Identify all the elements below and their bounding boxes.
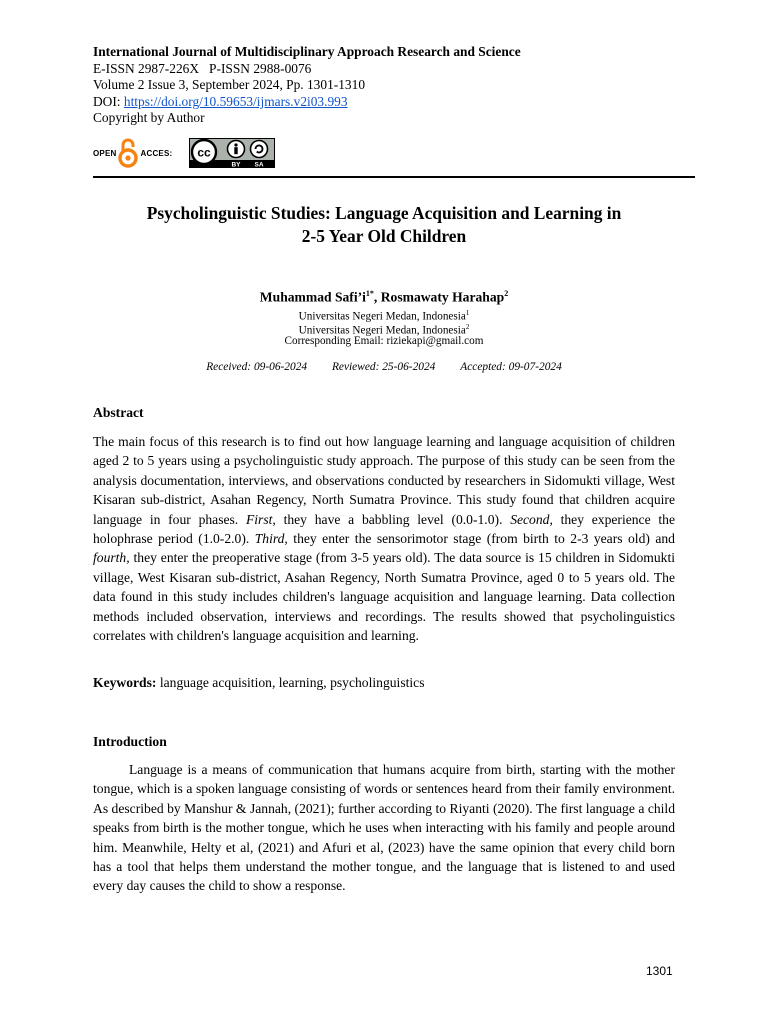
abstract-fourth: fourth,	[93, 550, 130, 566]
doi-line	[93, 94, 693, 111]
doi-label: DOI:	[93, 93, 124, 109]
abstract-part-3: they experience the holophrase period (1.0-2.0).	[93, 511, 675, 547]
abstract-text	[93, 432, 675, 645]
author-1-mark: 1*	[365, 289, 374, 298]
abstract-part-1: The main focus of this research is to find out how language learning and language acquisition of children aged 2 to 5 years using a psycholinguistic study approach. The purpose of this study can be seen from the analysis documentation, interviews, and observations conducted by researchers in Sidomukti village, West Kisaran sub-district, Asahan Regency, North Sumatra Province. This study found that children acquire language in four phases.	[93, 434, 675, 527]
title-line-1: Psycholinguistic Studies: Language Acquisition and Learning in	[146, 203, 622, 223]
volume-line: Volume 2 Issue 3, September 2024, Pp. 1301-1310	[93, 77, 366, 93]
page-number: 1301	[646, 964, 673, 978]
accepted-date: Accepted: 09-07-2024	[460, 361, 562, 373]
title-line-2: 2-5 Year Old Children	[301, 226, 467, 246]
affiliation-1-text: Universitas Negeri Medan, Indonesia	[298, 310, 466, 323]
open-access-badge[interactable]: OPEN ACCES :	[93, 137, 172, 169]
abstract-first: First,	[245, 511, 276, 527]
introduction-heading: Introduction	[93, 734, 167, 749]
abstract-second: Second,	[510, 511, 553, 527]
cc-by-sa-badge[interactable]	[189, 138, 275, 168]
cc-sa-label: SA	[254, 161, 264, 168]
author-1: Muhammad Safi’i	[259, 289, 366, 305]
open-access-label-right: ACCES	[140, 148, 170, 158]
license-badges	[93, 137, 393, 169]
introduction-text: Language is a means of communication that humans acquire from birth, starting with the mother tongue, which is a spoken language consisting of words or sentences heard from their family environment. As described by Manshur & Jannah, (2021); further according to Riyanti (2020). The first language a child speaks from birth is the mother tongue, which he uses when interacting with his family and people around him. Meanwhile, Helty et al, (2021) and Afuri et al, (2023) have the same opinion that every child born has a tool that helps them understand the mother tongue, and the language that is listened to and used every day causes the child to show a response.	[93, 762, 675, 894]
abstract-part-2: they have a babbling level (0.0-1.0).	[275, 511, 511, 527]
keywords	[93, 675, 675, 691]
affiliation-2-mark: 2	[465, 323, 470, 331]
copyright-line: Copyright by Author	[93, 110, 205, 126]
doi-link[interactable]: https://doi.org/10.59653/ijmars.v2i03.993	[123, 93, 348, 109]
affiliation-1-mark: 1	[465, 309, 470, 317]
reviewed-date: Reviewed: 25-06-2024	[331, 361, 436, 373]
abstract-third: Third,	[254, 531, 288, 547]
svg-text:cc: cc	[197, 145, 211, 160]
paper-title	[93, 202, 675, 248]
affiliation-2-text: Universitas Negeri Medan, Indonesia	[298, 324, 466, 337]
journal-header	[93, 44, 693, 127]
header-divider	[93, 176, 695, 178]
open-access-label-left: OPEN	[93, 148, 117, 158]
corresponding-email: Corresponding Email: riziekapi@gmail.com	[284, 335, 484, 347]
keywords-text: language acquisition, learning, psycholinguistics	[156, 675, 425, 690]
submission-dates	[93, 361, 675, 373]
abstract-part-4: they enter the sensorimotor stage (from birth to 2-3 years old) and	[287, 531, 675, 547]
author-list	[93, 289, 675, 306]
author-separator: ,	[373, 289, 381, 305]
issn-line: E-ISSN 2987-226X P-ISSN 2988-0076	[93, 60, 312, 76]
author-2-mark: 2	[504, 289, 509, 298]
received-date: Received: 09-06-2024	[206, 361, 308, 373]
keywords-label: Keywords:	[93, 675, 157, 690]
cc-by-label: BY	[231, 161, 241, 168]
journal-name: International Journal of Multidisciplinary Approach Research and Science	[93, 44, 521, 59]
abstract-heading: Abstract	[93, 405, 144, 420]
author-2: Rosmawaty Harahap	[380, 289, 505, 305]
open-access-lock-icon	[117, 137, 139, 169]
abstract-part-5: they enter the preoperative stage (from 3-5 years old). The data source is 15 children in Sidomukti village, West Kisaran sub-district, Asahan Regency, North Sumatra Province, aged 0 to 5 years old. The data found in this study includes children's language acquisition and language learning. Data collection methods included observation, interviews and recordings. The results showed that psycholinguistics correlates with children's language acquisition and learning.	[93, 550, 675, 644]
